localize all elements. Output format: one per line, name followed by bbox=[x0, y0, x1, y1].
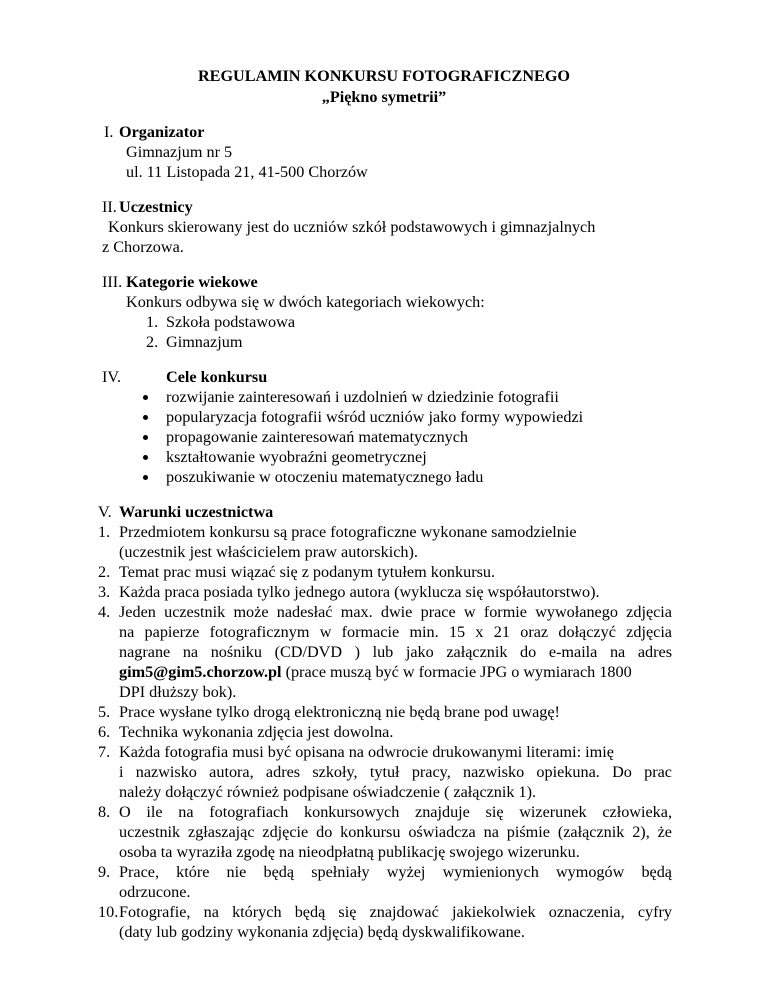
list-item-number: 6. bbox=[98, 723, 111, 741]
bullet-icon bbox=[143, 415, 148, 420]
list-item-number: 3. bbox=[98, 583, 111, 601]
organizer-name: Gimnazjum nr 5 bbox=[126, 143, 233, 161]
list-item-number: 10. bbox=[98, 903, 119, 921]
section-heading-organizer: Organizator bbox=[119, 123, 205, 141]
condition-text: Fotografie, na których będą się znajdować jakiekolwiek oznaczenia, cyfry bbox=[119, 903, 672, 921]
participants-text: Konkurs skierowany jest do uczniów szkół podstawowych i gimnazjalnych bbox=[108, 218, 596, 236]
condition-text: Każda praca posiada tylko jednego autora (wyklucza się współautorstwo). bbox=[119, 583, 600, 601]
section-number: III. bbox=[102, 273, 123, 291]
list-item-number: 2. bbox=[98, 563, 111, 581]
category-item: Gimnazjum bbox=[166, 333, 243, 351]
goal-item: popularyzacja fotografii wśród uczniów jako formy wypowiedzi bbox=[166, 408, 584, 426]
section-heading-goals: Cele konkursu bbox=[166, 368, 268, 386]
list-item-number: 7. bbox=[98, 743, 111, 761]
condition-text: Jeden uczestnik może nadesłać max. dwie prace w formie wywołanego zdjęcia bbox=[119, 603, 672, 621]
goal-item: propagowanie zainteresowań matematycznych bbox=[166, 428, 469, 446]
list-item-number: 4. bbox=[98, 603, 111, 621]
condition-text: na papierze fotograficznym w formacie min. 15 x 21 oraz dołączyć zdjęcia bbox=[119, 623, 672, 641]
section-number: V. bbox=[98, 503, 112, 521]
bullet-icon bbox=[143, 435, 148, 440]
section-number: II. bbox=[102, 198, 117, 216]
condition-text: Technika wykonania zdjęcia jest dowolna. bbox=[119, 723, 394, 741]
goal-item: rozwijanie zainteresowań i uzdolnień w dziedzinie fotografii bbox=[166, 388, 559, 406]
condition-text: i nazwisko autora, adres szkoły, tytuł pracy, nazwisko opiekuna. Do prac bbox=[119, 763, 672, 781]
document-title: REGULAMIN KONKURSU FOTOGRAFICZNEGO bbox=[197, 67, 571, 85]
condition-text: uczestnik zgłaszając zdjęcie do konkursu oświadcza na piśmie (załącznik 2), że bbox=[119, 823, 672, 841]
list-item-number: 1. bbox=[98, 523, 111, 541]
condition-text: Każda fotografia musi być opisana na odwrocie drukowanymi literami: imię bbox=[119, 743, 614, 761]
section-number: IV. bbox=[102, 368, 122, 386]
condition-text: osoba ta wyraziła zgodę na nieodpłatną publikację swojego wizerunku. bbox=[119, 843, 580, 861]
participants-text: z Chorzowa. bbox=[102, 238, 184, 256]
bullet-icon bbox=[143, 455, 148, 460]
condition-text: O ile na fotografiach konkursowych znajduje się wizerunek człowieka, bbox=[119, 803, 672, 821]
goal-item: poszukiwanie w otoczeniu matematycznego ładu bbox=[166, 468, 484, 486]
condition-text: DPI dłuższy bok). bbox=[119, 683, 237, 701]
bullet-icon bbox=[143, 475, 148, 480]
section-heading-categories: Kategorie wiekowe bbox=[126, 273, 258, 291]
organizer-address: ul. 11 Listopada 21, 41-500 Chorzów bbox=[126, 163, 368, 181]
section-heading-participants: Uczestnicy bbox=[119, 198, 193, 216]
condition-text: (daty lub godziny wykonania zdjęcia) będą dyskwalifikowane. bbox=[119, 923, 525, 941]
goal-item: kształtowanie wyobraźni geometrycznej bbox=[166, 448, 427, 466]
condition-text: (uczestnik jest właścicielem praw autorskich). bbox=[119, 543, 418, 561]
list-item-number: 5. bbox=[98, 703, 111, 721]
list-item-number: 9. bbox=[98, 863, 111, 881]
list-item-number: 8. bbox=[98, 803, 111, 821]
condition-text: należy dołączyć również podpisane oświadczenie ( załącznik 1). bbox=[119, 783, 537, 801]
section-heading-conditions: Warunki uczestnictwa bbox=[119, 503, 274, 521]
condition-text bbox=[119, 662, 632, 682]
document-subtitle: „Piękno symetrii” bbox=[321, 88, 447, 106]
bullet-icon bbox=[143, 395, 148, 400]
section-number: I. bbox=[104, 123, 114, 141]
condition-text-rest: (prace muszą być w formacie JPG o wymiarach 1800 bbox=[281, 663, 632, 681]
condition-text: Temat prac musi wiązać się z podanym tytułem konkursu. bbox=[119, 563, 496, 581]
condition-text: nagrane na nośniku (CD/DVD ) lub jako załącznik do e-maila na adres bbox=[119, 643, 672, 661]
categories-intro: Konkurs odbywa się w dwóch kategoriach wiekowych: bbox=[126, 293, 485, 311]
category-item: Szkoła podstawowa bbox=[166, 313, 296, 331]
condition-text: odrzucone. bbox=[119, 883, 191, 901]
condition-text: Przedmiotem konkursu są prace fotograficzne wykonane samodzielnie bbox=[119, 523, 577, 541]
list-item-number: 2. bbox=[146, 333, 159, 351]
condition-text: Prace wysłane tylko drogą elektroniczną nie będą brane pod uwagę! bbox=[119, 703, 560, 721]
list-item-number: 1. bbox=[146, 313, 159, 331]
contact-email: gim5@gim5.chorzow.pl bbox=[119, 663, 282, 681]
condition-text: Prace, które nie będą spełniały wyżej wymienionych wymogów będą bbox=[119, 863, 672, 881]
